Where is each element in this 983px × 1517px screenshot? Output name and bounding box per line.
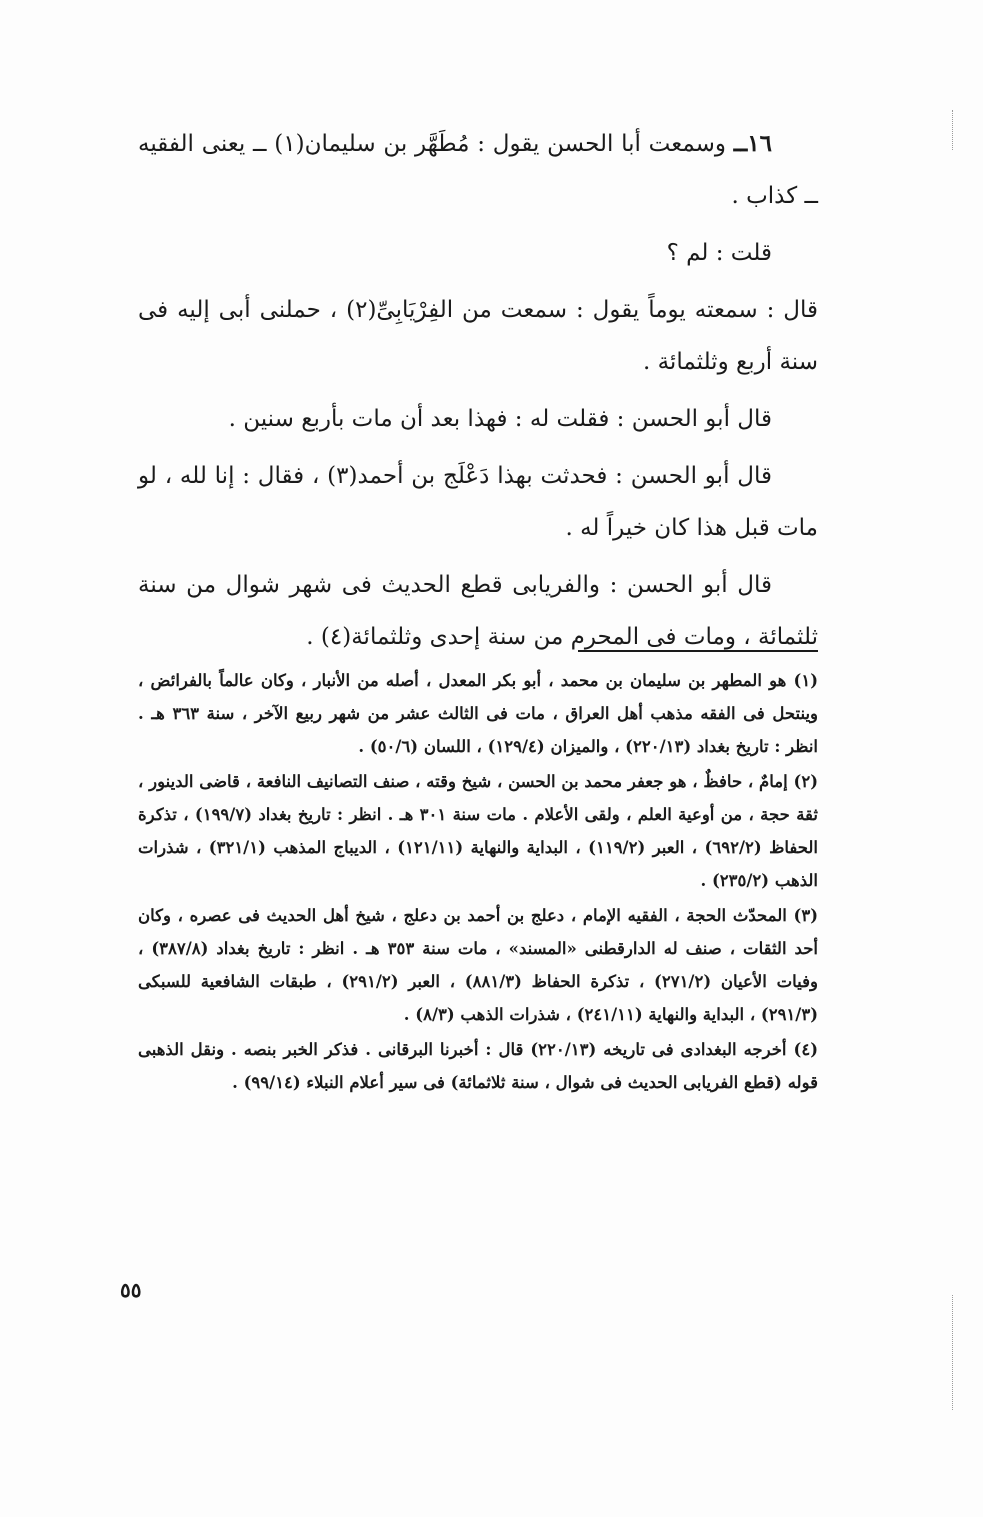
scan-edge-mark xyxy=(952,1295,953,1410)
footnotes xyxy=(138,664,818,1101)
footnote-4: (٤) أخرجه البغدادى فى تاريخه (٢٢٠/١٣) قال : أخبرنا البرقانى . فذكر الخبر بنصه . ونقل الذهبى قوله (قطع الفريابى الحديث فى شوال ، سنة ثلاثمائة) فى سير أعلام النبلاء (٩٩/١٤) . xyxy=(138,1040,818,1092)
footnote-separator xyxy=(578,650,818,652)
paragraph-3: قال : سمعته يوماً يقول : سمعت من الفِرْيَابِىِّ(٢) ، حملنى أبى إليه فى سنة أربع وثلثمائة . xyxy=(138,297,818,375)
footnote-1: (١) هو المطهر بن سليمان بن محمد ، أبو بكر المعدل ، أصله من الأنبار ، وكان عالماً بالفرائض ، وينتحل فى الفقه مذهب أهل العراق ، مات فى الثالث عشر من شهر ربيع الآخر ، سنة ٣٦٣ هـ . انظر : تاريخ بغداد (٢٢٠/١٣) ، والميزان (١٢٩/٤) ، اللسان (٥٠/٦) . xyxy=(138,671,819,756)
main-text xyxy=(138,118,818,668)
entry-number: ١٦ــ xyxy=(733,130,772,157)
scan-edge-mark xyxy=(952,110,953,150)
paragraph-5: قال أبو الحسن : فحدثت بهذا دَعْلَج بن أحمد(٣) ، فقال : إنا لله ، لو مات قبل هذا كان خيراً له . xyxy=(138,463,818,541)
footnote-3: (٣) المحدّث الحجة ، الفقيه الإمام ، دعلج بن أحمد بن دعلج ، شيخ أهل الحديث فى عصره ، وكان أحد الثقات ، صنف له الدارقطنى «المسند» ، مات سنة ٣٥٣ هـ . انظر : تاريخ بغداد (٣٨٧/٨) ، وفيات الأعيان (٢٧١/٢) ، تذكرة الحفاظ (٨٨١/٣) ، العبر (٢٩١/٢) ، طبقات الشافعية للسبكى (٢٩١/٣) ، البداية والنهاية (٢٤١/١١) ، شذرات الذهب (٨/٣) . xyxy=(138,906,819,1024)
footnote-2: (٢) إمامٌ ، حافظٌ ، هو جعفر محمد بن الحسن ، شيخ وقته ، صنف التصانيف النافعة ، قاضى الدينور ، ثقة حجة ، من أوعية العلم ، ولقى الأعلام . مات سنة ٣٠١ هـ . انظر : تاريخ بغداد (١٩٩/٧) ، تذكرة الحفاظ (٦٩٢/٢) ، العبر (١١٩/٢) ، البداية والنهاية (١٢١/١١) ، الديباج المذهب (٣٢١/١) ، شذرات الذهب (٢٣٥/٢) . xyxy=(138,772,819,890)
page-number: ٥٥ xyxy=(120,1278,142,1302)
paragraph-2: قلت : لم ؟ xyxy=(666,240,772,266)
paragraph-4: قال أبو الحسن : فقلت له : فهذا بعد أن مات بأربع سنين . xyxy=(228,406,772,432)
paragraph-1 xyxy=(138,118,818,222)
paragraph-6: قال أبو الحسن : والفريابى قطع الحديث فى شهر شوال من سنة ثلثمائة ، ومات فى المحرم من سنة إحدى وثلثمائة(٤) . xyxy=(138,572,818,650)
paragraph-1-text: وسمعت أبا الحسن يقول : مُطَهَّر بن سليمان(١) ــ يعنى الفقيه ــ كذاب . xyxy=(138,131,818,209)
